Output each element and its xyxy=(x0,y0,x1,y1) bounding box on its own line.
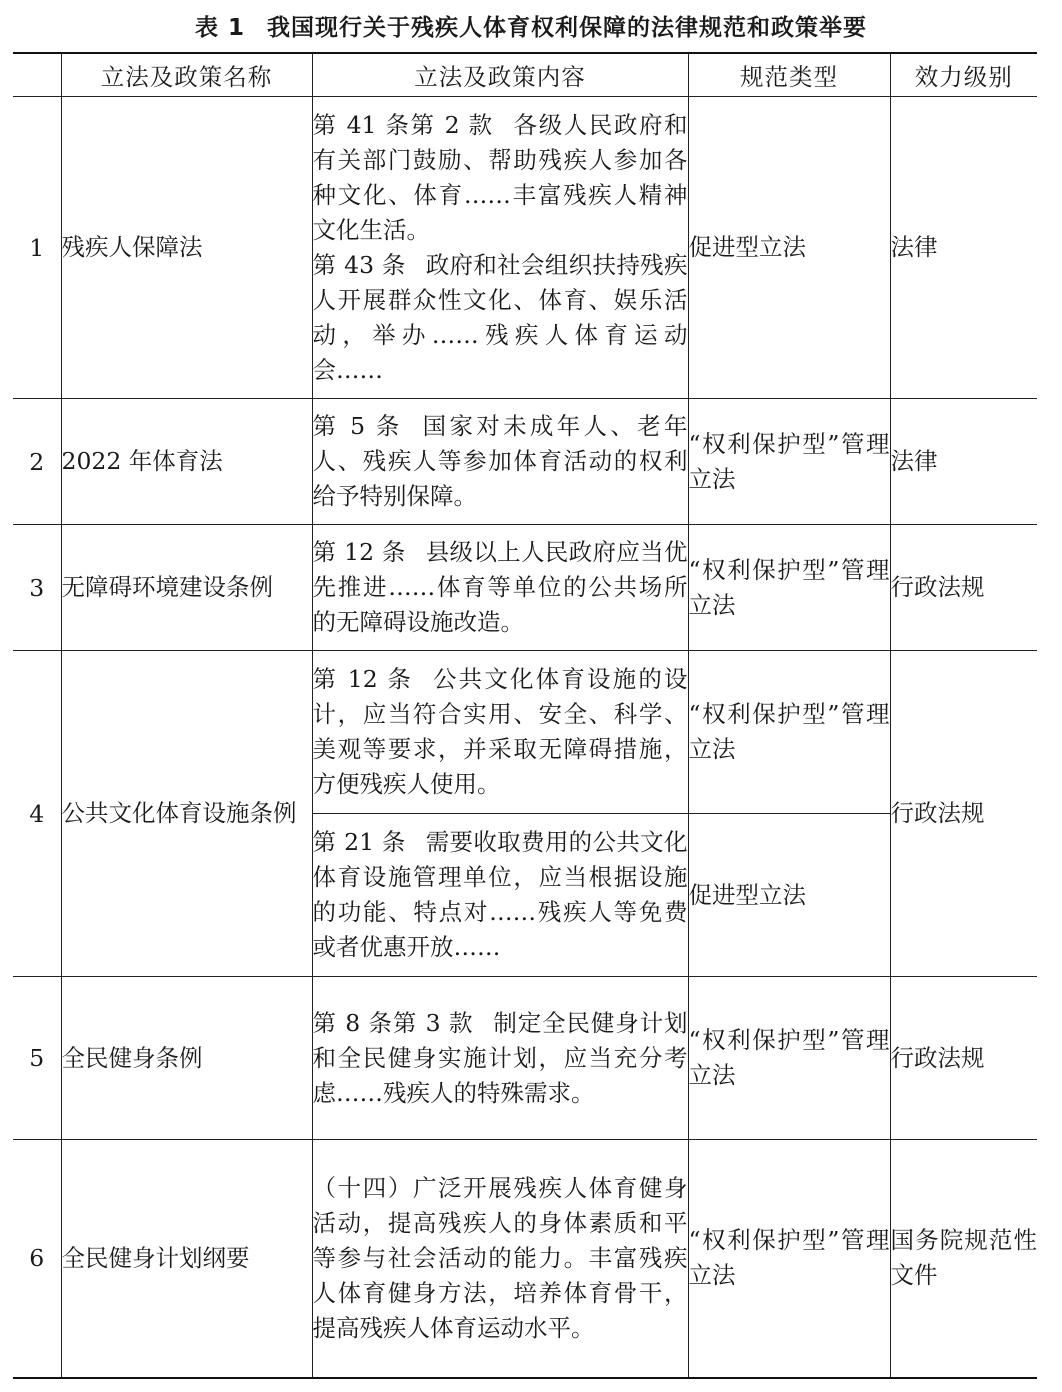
content-paragraph xyxy=(313,662,688,802)
table-title: 我国现行关于残疾人体育权利保障的法律规范和政策举要 xyxy=(267,15,867,41)
norm-type: “权利保护型”管理立法 xyxy=(688,1140,890,1378)
norm-type: “权利保护型”管理立法 xyxy=(688,525,890,651)
header-index xyxy=(13,53,61,97)
norm-type: 促进型立法 xyxy=(688,814,890,977)
article-text: 政府和社会组织扶持残疾人开展群众性文化、体育、娱乐活动，举办……残疾人体育运动会…… xyxy=(312,250,688,384)
policy-content xyxy=(312,651,688,814)
article-ref: （十四） xyxy=(312,1173,413,1202)
norm-type: “权利保护型”管理立法 xyxy=(688,651,890,814)
article-text: 国家对未成年人、老年人、残疾人等参加体育活动的权利给予特别保障。 xyxy=(312,412,688,510)
article-text: 公共文化体育设施的设计，应当符合实用、安全、科学、美观等要求，并采取无障碍措施，方便残疾人使用。 xyxy=(312,665,688,798)
article-ref: 第 43 条 xyxy=(312,250,406,279)
policy-name: 残疾人保障法 xyxy=(61,97,312,399)
content-paragraph xyxy=(313,248,688,388)
policy-name: 全民健身条例 xyxy=(61,977,312,1140)
policy-name: 2022 年体育法 xyxy=(61,399,312,525)
policy-name: 公共文化体育设施条例 xyxy=(61,651,312,977)
effect-level: 行政法规 xyxy=(890,651,1037,977)
table-row xyxy=(13,399,1037,525)
article-text: 县级以上人民政府应当优先推进……体育等单位的公共场所的无障碍设施改造。 xyxy=(312,538,688,636)
row-index: 1 xyxy=(13,97,61,399)
article-text: 广泛开展残疾人体育健身活动，提高残疾人的身体素质和平等参与社会活动的能力。丰富残疾人体育健身方法，培养体育骨干，提高残疾人体育运动水平。 xyxy=(312,1173,688,1342)
article-ref: 第 12 条 xyxy=(312,538,406,566)
table-row xyxy=(13,525,1037,651)
policy-name: 全民健身计划纲要 xyxy=(61,1140,312,1378)
norm-type: “权利保护型”管理立法 xyxy=(688,977,890,1140)
effect-level: 行政法规 xyxy=(890,525,1037,651)
article-ref: 第 41 条第 2 款 xyxy=(312,110,494,139)
article-ref: 第 21 条 xyxy=(312,828,406,856)
policy-content xyxy=(312,1140,688,1378)
table-caption xyxy=(0,12,1062,44)
row-index: 6 xyxy=(13,1140,61,1378)
table-number: 表 1 xyxy=(194,15,245,41)
row-index: 4 xyxy=(13,651,61,977)
policy-content xyxy=(312,399,688,525)
policy-name: 无障碍环境建设条例 xyxy=(61,525,312,651)
content-paragraph xyxy=(313,825,688,965)
row-index: 5 xyxy=(13,977,61,1140)
effect-level: 法律 xyxy=(890,399,1037,525)
content-paragraph xyxy=(313,108,688,248)
content-paragraph xyxy=(313,409,688,514)
table-row xyxy=(13,1140,1037,1378)
table-row xyxy=(13,97,1037,399)
article-ref: 第 5 条 xyxy=(312,412,403,440)
row-index: 3 xyxy=(13,525,61,651)
article-ref: 第 12 条 xyxy=(312,665,414,693)
norm-type: 促进型立法 xyxy=(688,97,890,399)
content-paragraph xyxy=(313,535,688,640)
content-paragraph xyxy=(313,1171,688,1346)
policy-content xyxy=(312,525,688,651)
header-row xyxy=(13,53,1037,97)
header-name: 立法及政策名称 xyxy=(61,53,312,97)
article-ref: 第 8 条第 3 款 xyxy=(312,1008,474,1037)
law-policy-table xyxy=(13,52,1037,1379)
header-type: 规范类型 xyxy=(688,53,890,97)
table-row xyxy=(13,977,1037,1140)
article-text: 制定全民健身计划和全民健身实施计划，应当充分考虑……残疾人的特殊需求。 xyxy=(312,1008,688,1107)
header-content: 立法及政策内容 xyxy=(312,53,688,97)
row-index: 2 xyxy=(13,399,61,525)
policy-content xyxy=(312,977,688,1140)
content-paragraph xyxy=(313,1006,688,1111)
article-text: 各级人民政府和有关部门鼓励、帮助残疾人参加各种文化、体育……丰富残疾人精神文化生活。 xyxy=(312,110,688,244)
article-text: 需要收取费用的公共文化体育设施管理单位，应当根据设施的功能、特点对……残疾人等免费或者优惠开放…… xyxy=(312,828,688,961)
policy-content xyxy=(312,97,688,399)
header-level: 效力级别 xyxy=(890,53,1037,97)
policy-content xyxy=(312,814,688,977)
effect-level: 法律 xyxy=(890,97,1037,399)
norm-type: “权利保护型”管理立法 xyxy=(688,399,890,525)
effect-level: 行政法规 xyxy=(890,977,1037,1140)
table-row xyxy=(13,651,1037,814)
effect-level: 国务院规范性文件 xyxy=(890,1140,1037,1378)
